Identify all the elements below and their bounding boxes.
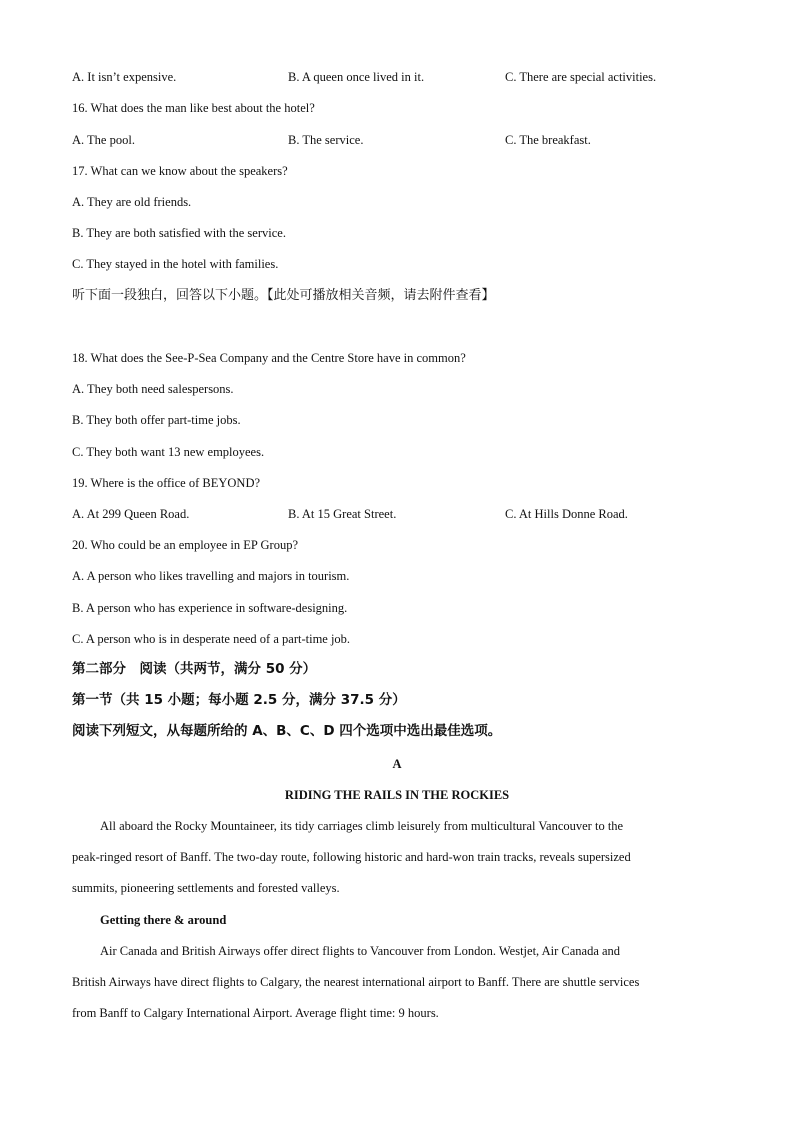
- q18-option-b: B. They both offer part-time jobs.: [72, 413, 241, 427]
- q17-option-a: A. They are old friends.: [72, 195, 192, 209]
- q20-option-a: A. A person who likes travelling and majors in tourism.: [72, 569, 350, 583]
- q20-option-c: C. A person who is in desperate need of a part-time job.: [72, 632, 351, 646]
- q19-question: 19. Where is the office of BEYOND?: [72, 476, 261, 490]
- passage-p1-line1: All aboard the Rocky Mountaineer, its tidy carriages climb leisurely from multicultural Vancouver to the: [100, 819, 624, 833]
- reading-instruction: 阅读下列短文，从每题所给的 A、B、C、D 四个选项中选出最佳选项。: [72, 723, 502, 739]
- q19-option-b: B. At 15 Great Street.: [288, 507, 397, 521]
- passage-p1-line2: peak-ringed resort of Banff. The two-day route, following historic and hard-won train tracks, reveals supersized: [72, 850, 631, 864]
- q19-option-c: C. At Hills Donne Road.: [505, 507, 628, 521]
- q20-question: 20. Who could be an employee in EP Group?: [72, 538, 298, 552]
- passage-subheading: Getting there & around: [100, 913, 227, 927]
- q17-option-c: C. They stayed in the hotel with families.: [72, 257, 279, 271]
- passage-p1-line3: summits, pioneering settlements and forested valleys.: [72, 881, 340, 895]
- q17-question: 17. What can we know about the speakers?: [72, 164, 288, 178]
- q15-option-a: A. It isn’t expensive.: [72, 70, 177, 84]
- q16-option-a: A. The pool.: [72, 133, 135, 147]
- q16-option-b: B. The service.: [288, 133, 364, 147]
- q16-question: 16. What does the man like best about the hotel?: [72, 101, 315, 115]
- q18-option-c: C. They both want 13 new employees.: [72, 445, 265, 459]
- q20-option-b: B. A person who has experience in software-designing.: [72, 601, 348, 615]
- passage-p2-line3: from Banff to Calgary International Airport. Average flight time: 9 hours.: [72, 1006, 439, 1020]
- q19-option-a: A. At 299 Queen Road.: [72, 507, 190, 521]
- passage-p2-line1: Air Canada and British Airways offer direct flights to Vancouver from London. Westjet, Air Canada and: [100, 944, 621, 958]
- part2-heading: 第二部分 阅读（共两节，满分 50 分）: [72, 661, 317, 677]
- section1-heading: 第一节（共 15 小题；每小题 2.5 分，满分 37.5 分）: [72, 692, 406, 708]
- q18-question: 18. What does the See-P-Sea Company and the Centre Store have in common?: [72, 351, 466, 365]
- passage-label: A: [392, 757, 402, 771]
- q15-option-b: B. A queen once lived in it.: [288, 70, 425, 84]
- q15-option-c: C. There are special activities.: [505, 70, 657, 84]
- q18-option-a: A. They both need salespersons.: [72, 382, 234, 396]
- passage-p2-line2: British Airways have direct flights to Calgary, the nearest international airport to Banff. There are shuttle services: [72, 975, 640, 989]
- q17-option-b: B. They are both satisfied with the service.: [72, 226, 286, 240]
- q16-option-c: C. The breakfast.: [505, 133, 591, 147]
- monologue-instruction: 听下面一段独白，回答以下小题。【此处可播放相关音频，请去附件查看】: [72, 288, 495, 303]
- passage-title: RIDING THE RAILS IN THE ROCKIES: [284, 788, 510, 802]
